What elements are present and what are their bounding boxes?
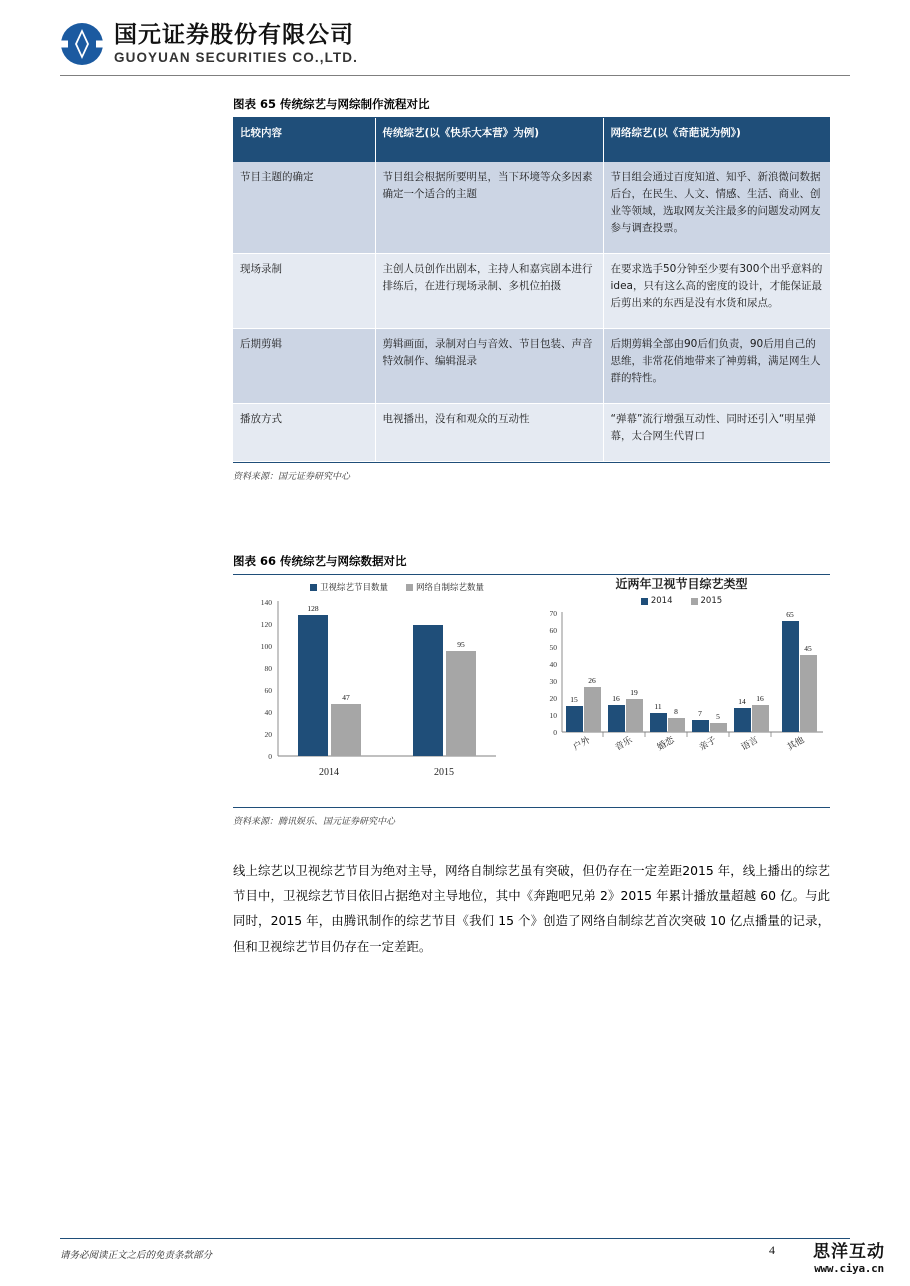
legend-item-tv <box>310 581 388 593</box>
bar-label-outdoor-2015: 26 <box>588 676 596 685</box>
chart-right-legend <box>533 596 830 606</box>
cell-traditional: 主创人员创作出剧本，主持人和嘉宾剧本进行排练后，在进行现场录制、多机位拍摄 <box>375 254 603 329</box>
table-row <box>233 162 830 254</box>
bar-parentchild-2014 <box>692 720 709 732</box>
body-section <box>233 858 830 959</box>
cell-traditional: 剪辑画面，录制对白与音效、节目包装、声音特效制作、编辑混录 <box>375 329 603 404</box>
ytick-0: 0 <box>268 752 272 761</box>
bar-label-parentchild-2015: 5 <box>716 712 720 721</box>
legend-item-2015 <box>691 596 723 606</box>
bar-label-romance-2015: 8 <box>674 707 678 716</box>
bar-label-language-2014: 14 <box>738 697 746 706</box>
chart-right-canvas <box>533 606 830 792</box>
ytick-30: 30 <box>549 677 557 686</box>
xtick-language: 语言 <box>739 735 761 754</box>
table-row <box>233 254 830 329</box>
bar-music-2015 <box>626 699 643 732</box>
ytick-60: 60 <box>264 686 272 695</box>
ytick-70: 70 <box>549 609 557 618</box>
header-divider <box>60 75 850 76</box>
bar-label-outdoor-2014: 15 <box>570 695 578 704</box>
watermark-url: www.ciya.cn <box>814 1261 884 1275</box>
bar-label-music-2014: 16 <box>612 694 620 703</box>
legend-swatch-icon <box>406 584 413 591</box>
xtick-other: 其他 <box>785 735 807 754</box>
ytick-100: 100 <box>260 642 272 651</box>
cell-item: 后期剪辑 <box>233 329 375 404</box>
legend-swatch-icon <box>641 598 648 605</box>
company-logo-row <box>60 22 850 66</box>
ytick-10: 10 <box>549 711 557 720</box>
cell-traditional: 电视播出，没有和观众的互动性 <box>375 404 603 462</box>
chart-tv-genre-types <box>533 575 830 807</box>
watermark-name: 思洋互动 <box>813 1242 885 1262</box>
figure-66-block <box>233 553 830 827</box>
bar-other-2014 <box>782 621 799 732</box>
table-header-row <box>233 118 830 162</box>
bar-outdoor-2014 <box>566 706 583 732</box>
circle-diamond-mark-icon <box>60 22 104 66</box>
page-number: 4 <box>769 1243 775 1257</box>
ytick-40: 40 <box>264 708 272 717</box>
ytick-120: 120 <box>260 620 272 629</box>
page-header <box>60 22 850 76</box>
chart-left-legend <box>266 581 528 593</box>
cell-web: “弹幕”流行增强互动性、同时还引入“明星弹幕，太合网生代胃口 <box>603 404 830 462</box>
column-header-traditional: 传统综艺(以《快乐大本营》为例) <box>375 118 603 162</box>
xtick-outdoor: 户外 <box>571 735 593 754</box>
ytick-80: 80 <box>264 664 272 673</box>
ytick-40: 40 <box>549 660 557 669</box>
company-name-cn: 国元证券股份有限公司 <box>114 21 354 48</box>
cell-web: 在要求选手50分钟至少要有300个出乎意料的idea，只有这么高的密度的设计，才能保证最后剪出来的东西是没有水货和尿点。 <box>603 254 830 329</box>
ytick-140: 140 <box>260 598 272 607</box>
bar-parentchild-2015 <box>710 723 727 732</box>
xtick-music: 音乐 <box>613 735 635 754</box>
bar-label-other-2014: 65 <box>786 610 794 619</box>
column-header-item: 比较内容 <box>233 118 375 162</box>
figure-66-source: 资料来源：腾讯娱乐、国元证券研究中心 <box>233 816 396 826</box>
company-name-block <box>114 21 358 65</box>
bar-music-2014 <box>608 705 625 732</box>
bar-2014-tv <box>298 615 328 756</box>
ytick-20: 20 <box>549 694 557 703</box>
cell-item: 节目主题的确定 <box>233 162 375 254</box>
figure-65-block <box>233 96 830 482</box>
cell-web: 节目组会通过百度知道、知乎、新浪微问数据后台，在民生、人文、情感、生活、商业、创业等领域，选取网友关注最多的问题发动网友参与调查投票。 <box>603 162 830 254</box>
table-row <box>233 404 830 462</box>
xtick-parentchild: 亲子 <box>697 735 719 754</box>
legend-label-tv: 卫视综艺节目数量 <box>319 583 388 593</box>
bar-2015-web <box>446 651 476 756</box>
chart-left-canvas <box>238 593 528 801</box>
cell-item: 现场录制 <box>233 254 375 329</box>
bar-language-2014 <box>734 708 751 732</box>
ytick-20: 20 <box>264 730 272 739</box>
chart-right-title: 近两年卫视节目综艺类型 <box>615 577 748 591</box>
legend-swatch-icon <box>310 584 317 591</box>
bar-label-2014-web: 47 <box>342 693 350 702</box>
charts-row <box>233 575 830 807</box>
xtick-romance: 婚恋 <box>655 735 677 754</box>
cell-traditional: 节目组会根据所要明星，当下环境等众多因素确定一个适合的主题 <box>375 162 603 254</box>
table-row <box>233 329 830 404</box>
bar-other-2015 <box>800 655 817 732</box>
bar-label-parentchild-2014: 7 <box>698 709 702 718</box>
legend-swatch-icon <box>691 598 698 605</box>
bar-label-music-2015: 19 <box>630 688 638 697</box>
watermark <box>795 1244 903 1275</box>
company-name-en: GUOYUAN SECURITIES CO.,LTD. <box>114 49 358 65</box>
legend-label-2014: 2014 <box>650 596 673 606</box>
ytick-50: 50 <box>549 643 557 652</box>
cell-item: 播放方式 <box>233 404 375 462</box>
xtick-2014: 2014 <box>319 767 339 778</box>
bar-outdoor-2015 <box>584 687 601 732</box>
bar-label-2014-tv: 128 <box>307 604 319 613</box>
bar-2014-web <box>331 704 361 756</box>
figure-65-title: 图表 65 传统综艺与网综制作流程对比 <box>233 97 430 111</box>
bar-romance-2015 <box>668 718 685 732</box>
comparison-table <box>233 118 830 462</box>
bar-2015-tv <box>413 625 443 756</box>
cell-web: 后期剪辑全部由90后们负责，90后用自己的思维，非常花俏地带来了神剪辑，满足网生人群的特性。 <box>603 329 830 404</box>
bar-language-2015 <box>752 705 769 732</box>
legend-label-web: 网络自制综艺数量 <box>416 583 485 593</box>
figure-66-title: 图表 66 传统综艺与网综数据对比 <box>233 554 407 568</box>
xtick-2015: 2015 <box>434 767 454 778</box>
bar-label-2015-web: 95 <box>457 640 465 649</box>
footer-divider <box>60 1238 850 1239</box>
column-header-web: 网络综艺(以《奇葩说为例》) <box>603 118 830 162</box>
ytick-0: 0 <box>553 728 557 737</box>
chart-tv-vs-web-count <box>238 575 528 807</box>
bar-label-other-2015: 45 <box>804 644 812 653</box>
footer-disclaimer: 请务必阅读正文之后的免责条款部分 <box>60 1251 213 1261</box>
ytick-60: 60 <box>549 626 557 635</box>
bar-label-romance-2014: 11 <box>654 702 662 711</box>
figure-65-source: 资料来源：国元证券研究中心 <box>233 471 351 481</box>
legend-item-2014 <box>641 596 673 606</box>
legend-label-2015: 2015 <box>700 596 723 606</box>
bar-label-language-2015: 16 <box>756 694 764 703</box>
body-paragraph: 线上综艺以卫视综艺节目为绝对主导，网络自制综艺虽有突破，但仍存在一定差距2015 年，线上播出的综艺节目中，卫视综艺节目依旧占据绝对主导地位，其中《奔跑吧兄弟 2》2015 年累计播放量超越 60 亿。与此同时，2015 年，由腾讯制作的综艺节目《我们 15 个》创造了网络自制综艺首次突破 10 亿点播量的记录，但和卫视综艺节目仍存在一定差距。 <box>233 863 830 954</box>
legend-item-web <box>406 581 484 593</box>
bar-romance-2014 <box>650 713 667 732</box>
